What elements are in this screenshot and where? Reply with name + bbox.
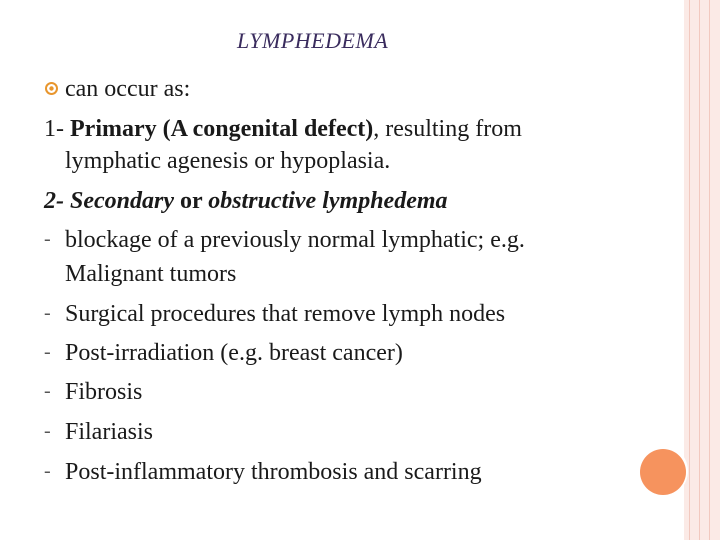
- item-primary: [44, 114, 522, 144]
- list-dash: -: [44, 380, 51, 402]
- item-secondary-or: or: [174, 188, 209, 214]
- item-secondary: [44, 186, 448, 216]
- list-item: Fibrosis: [65, 379, 143, 405]
- slide-title: LYMPHEDEMA: [237, 28, 389, 53]
- list-dash: -: [44, 420, 51, 442]
- list-item-continued: Malignant tumors: [65, 261, 237, 287]
- item-primary-rest: , resulting from: [373, 116, 522, 142]
- item-secondary-part1: Secondary: [70, 188, 174, 214]
- list-dash: -: [44, 460, 51, 482]
- decorative-line: [689, 0, 690, 540]
- item-primary-bold: Primary (A congenital defect): [70, 116, 374, 142]
- list-dash: -: [44, 228, 51, 250]
- list-dash: -: [44, 302, 51, 324]
- list-item: blockage of a previously normal lymphatic; e.g.: [65, 227, 525, 253]
- item-number: 1-: [44, 116, 70, 142]
- list-dash: -: [44, 341, 51, 363]
- decorative-circle: [640, 449, 686, 495]
- intro-text: can occur as:: [65, 76, 191, 102]
- circle-bullet-icon: [45, 82, 58, 95]
- item-primary-line2: lymphatic agenesis or hypoplasia.: [65, 148, 391, 174]
- list-item: Filariasis: [65, 419, 153, 445]
- item-number: 2-: [44, 188, 70, 214]
- list-item: Surgical procedures that remove lymph nodes: [65, 301, 506, 327]
- decorative-line: [709, 0, 710, 540]
- list-item: Post-inflammatory thrombosis and scarring: [65, 459, 482, 485]
- decorative-line: [699, 0, 700, 540]
- item-secondary-part2: obstructive lymphedema: [208, 188, 448, 214]
- list-item: Post-irradiation (e.g. breast cancer): [65, 340, 403, 366]
